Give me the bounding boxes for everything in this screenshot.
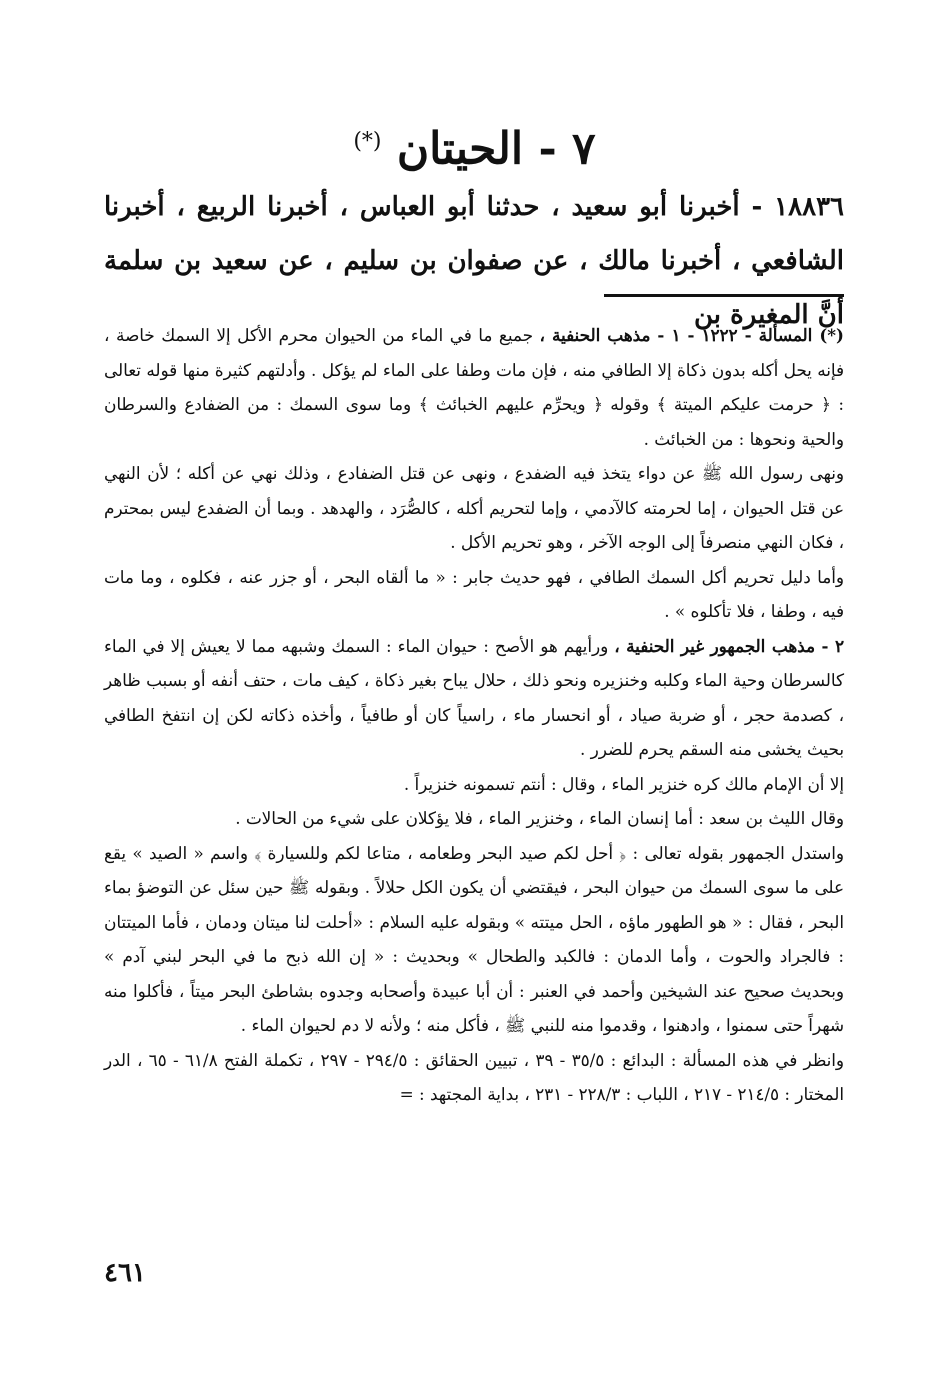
page-number: ٤٦١ [104,1258,146,1288]
footnote-text: ورأيهم هو الأصح : حيوان الماء : السمك وشبهه مما لا يعيش إلا في الماء كالسرطان وحية الماء وكلبه وخنزيره ونحو ذلك ، حلال يباح بغير ذكاة ، كيف مات ، حتف أنفه أو بسبب ظاهر ، كصدمة حجر ، أو ضربة صياد ، أو انحسار ماء ، راسياً كان أو طافياً ، وأخذه ذكاته لكن إن انتفخ الطافي بحيث يخشى منه السقم يحرم للضرر . [104,635,844,759]
footnote-paragraph: وانظر في هذه المسألة : البدائع : ٣٥/٥ - ٣٩ ، تبيين الحقائق : ٢٩٤/٥ - ٢٩٧ ، تكملة الفتح ٦١/٨ - ٦٥ ، الدر المختار : ٢١٤/٥ - ٢١٧ ، اللباب : ٢٢٨/٣ - ٢٣١ ، بداية المجتهد : = [104,1049,845,1104]
footnotes [104,318,844,1112]
footnote-text: جميع ما في الماء من الحيوان محرم الأكل إلا السمك خاصة ، فإنه يحل أكله بدون ذكاة إلا الطافي منه ، فإن مات وطفا على الماء لم يؤكل . وأدلتهم كثيرة منها قوله تعالى : ﴿ حرمت عليكم الميتة ﴾ وقوله ﴿ ويحرِّم عليهم الخبائث ﴾ وما سوى السمك : من الضفادع والسرطان والحية ونحوها : من الخبائث . [104,325,844,449]
chapter-note-marker: (*) [353,129,382,154]
footnote-divider [604,294,844,297]
footnote-paragraph [104,629,844,767]
chapter-title [0,112,949,180]
footnote-heading: ٢ - مذهب الجمهور غير الحنفية ، [614,635,844,656]
footnote-heading: (*) المسألة - ١٢٢٢ - ١ - مذهب الحنفية ، [539,325,844,345]
footnote-paragraph [104,318,844,456]
hadith-text: ١٨٨٣٦ - أخبرنا أبو سعيد ، حدثنا أبو العباس ، أخبرنا الربيع ، أخبرنا الشافعي ، أخبرنا مالك ، عن صفوان بن سليم ، عن سعيد بن سلمة أنَّ المغيرة بن [104,192,844,330]
chapter-title-text: ٧ - الحيتان [396,123,596,175]
footnote-paragraph: إلا أن الإمام مالك كره خنزير الماء ، وقال : أنتم تسمونه خنزيراً . [403,773,844,794]
footnote-paragraph: واستدل الجمهور بقوله تعالى : ﴿ أحل لكم صيد البحر وطعامه ، متاعا لكم وللسيارة ﴾ واسم « الصيد » يقع على ما سوى السمك من حيوان البحر ، فيقتضي أن يكون الكل حلالاً . وبقوله ﷺ حين سئل عن التوضؤ بماء البحر ، فقال : « هو الطهور ماؤه ، الحل ميتته » وبقوله عليه السلام : «أحلت لنا ميتان ودمان ، فأما الميتتان : فالجراد والحوت ، وأما الدمان : فالكبد والطحال » وبحديث : « إن الله ذبح ما في البحر لبني آدم » وبحديث صحيح عند الشيخين وأحمد في العنبر : أن أبا عبيدة وأصحابه وجدوه بشاطئ البحر ميتاً ، فأكلوا منه شهراً حتى سمنوا ، وادهنوا ، وقدموا منه للنبي ﷺ ، فأكل منه ؛ ولأنه لا دم لحيوان الماء . [104,842,844,1035]
footnote-paragraph: وقال الليث بن سعد : أما إنسان الماء ، وخنزير الماء ، فلا يؤكلان على شيء من الحالات . [235,808,844,828]
footnote-paragraph: ونهى رسول الله ﷺ عن دواء يتخذ فيه الضفدع ، ونهى عن قتل الضفادع ، وذلك نهي عن أكله ؛ لأن النهي عن قتل الحيوان ، إما لحرمته كالآدمي ، وإما لتحريم أكله ، كالصُّرَد ، والهدهد . وبما أن الضفدع ليس بمحترم ، فكان النهي منصرفاً إلى الوجه الآخر ، وهو تحريم الأكل . [104,463,844,552]
footnote-paragraph: وأما دليل تحريم أكل السمك الطافي ، فهو حديث جابر : « ما ألقاه البحر ، أو جزر عنه ، فكلوه ، وما مات فيه ، وطفا ، فلا تأكلوه » . [104,566,844,621]
